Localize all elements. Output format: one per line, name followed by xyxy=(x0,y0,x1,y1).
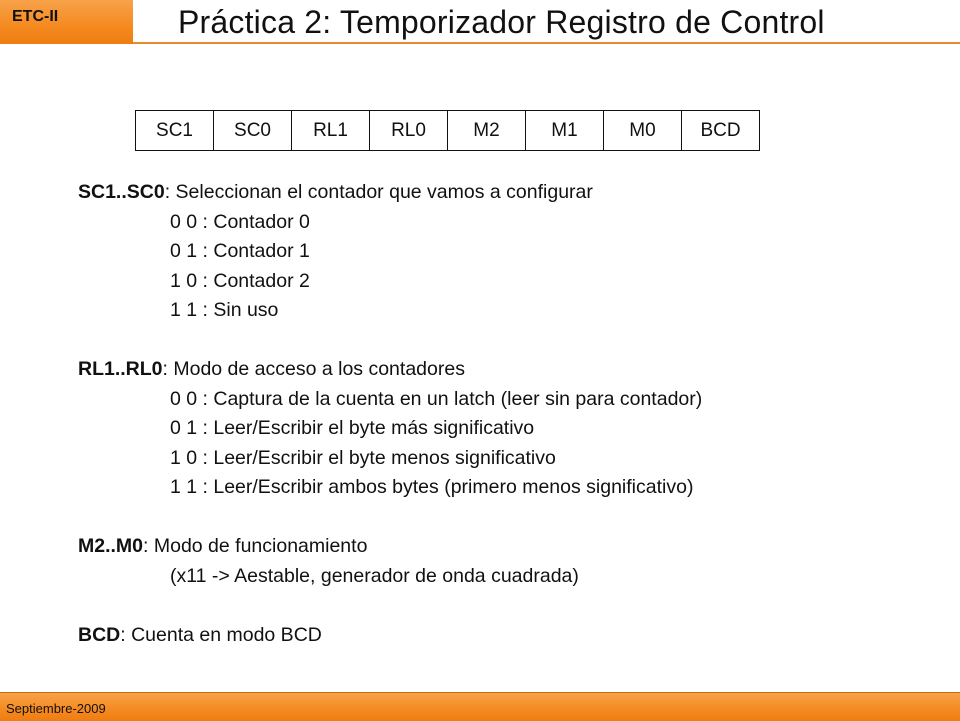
register-bit-cell: BCD xyxy=(682,111,760,151)
header-divider xyxy=(133,42,960,44)
register-bit-cell: SC1 xyxy=(136,111,214,151)
m-description: : Modo de funcionamiento xyxy=(143,535,368,557)
slide-content xyxy=(78,178,938,650)
control-register-table xyxy=(135,110,760,151)
sc-option: 1 0 : Contador 2 xyxy=(170,269,310,292)
sc-field-name: SC1..SC0 xyxy=(78,181,165,203)
rl-description: : Modo de acceso a los contadores xyxy=(162,358,465,380)
sc-option: 0 1 : Contador 1 xyxy=(170,240,310,262)
rl-heading xyxy=(78,355,938,385)
m-field-name: M2..M0 xyxy=(78,535,144,557)
register-bit-cell: M2 xyxy=(448,111,526,151)
rl-field-name: RL1..RL0 xyxy=(78,358,163,380)
bcd-field-name: BCD xyxy=(78,623,121,646)
rl-option: 0 0 : Captura de la cuenta en un latch (leer sin para contador) xyxy=(170,387,703,410)
register-bit-cell: M0 xyxy=(604,111,682,151)
sc-option: 0 0 : Contador 0 xyxy=(170,210,310,233)
spacer xyxy=(78,591,938,621)
sc-heading xyxy=(78,178,938,208)
register-bits-row xyxy=(136,111,760,151)
rl-option: 1 0 : Leer/Escribir el byte menos significativo xyxy=(170,446,556,469)
spacer xyxy=(78,503,938,533)
course-header-box xyxy=(0,0,133,44)
rl-option: 0 1 : Leer/Escribir el byte más significativo xyxy=(170,417,535,439)
rl-option: 1 1 : Leer/Escribir ambos bytes (primero menos significativo) xyxy=(170,476,694,498)
course-label: ETC-II xyxy=(12,8,59,25)
m-heading xyxy=(78,532,938,562)
register-bit-cell: M1 xyxy=(526,111,604,151)
sc-description: : Seleccionan el contador que vamos a configurar xyxy=(164,181,593,203)
bcd-heading xyxy=(78,621,938,651)
register-bit-cell: SC0 xyxy=(214,111,292,151)
register-bit-cell: RL1 xyxy=(292,111,370,151)
spacer xyxy=(78,326,938,356)
bcd-description: : Cuenta en modo BCD xyxy=(120,623,322,646)
footer-bar xyxy=(0,692,960,721)
register-bit-cell: RL0 xyxy=(370,111,448,151)
slide-title: Práctica 2: Temporizador Registro de Control xyxy=(178,4,825,40)
footer-date: Septiembre-2009 xyxy=(6,701,106,716)
sc-option: 1 1 : Sin uso xyxy=(170,299,279,321)
m-option: (x11 -> Aestable, generador de onda cuadrada) xyxy=(170,564,579,587)
